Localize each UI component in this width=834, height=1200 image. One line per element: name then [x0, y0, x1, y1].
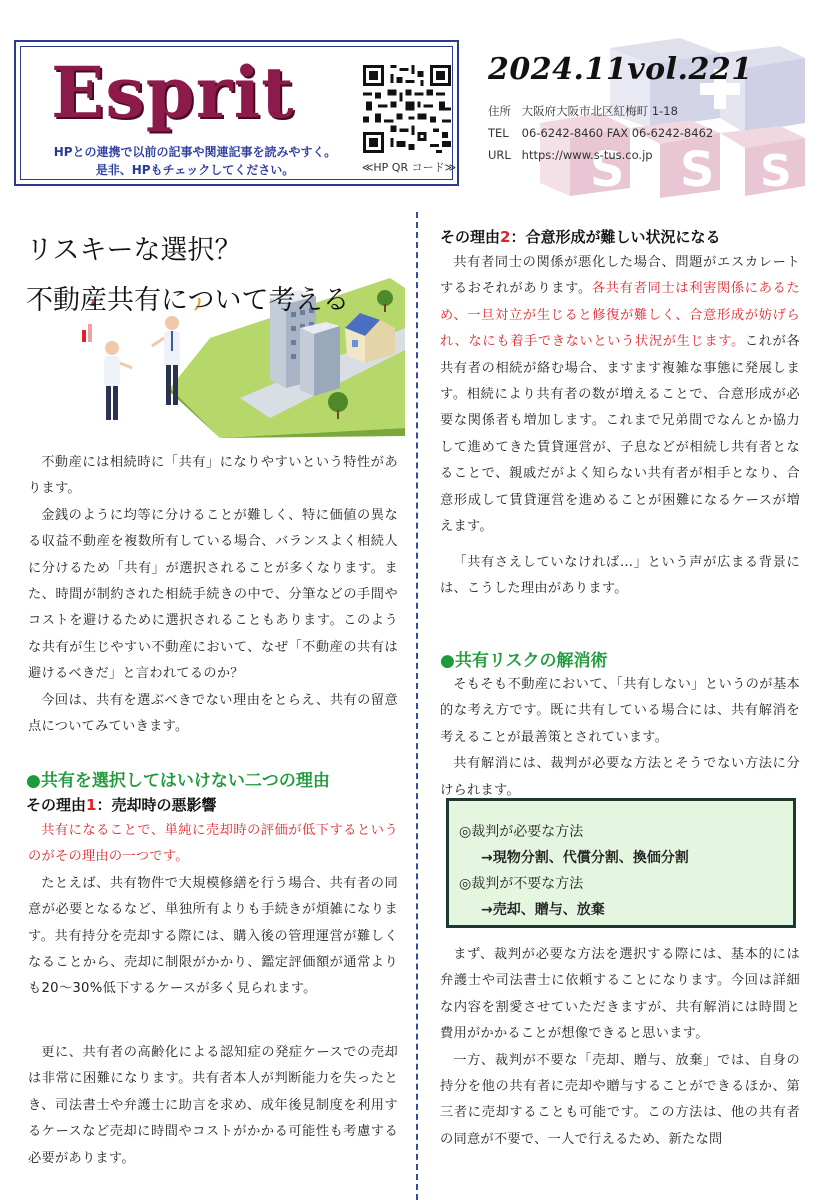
- svg-text:S: S: [760, 146, 792, 197]
- title-line-1: リスキーな選択？: [26, 235, 242, 266]
- reason-1-text: [28, 818, 398, 1003]
- issue-number: 2024.11vol.221: [488, 52, 753, 87]
- qr-code-icon[interactable]: [363, 65, 451, 153]
- solution-paragraph: そもそも不動産において、「共有しない」というのが基本的な考え方です。既に共有している場合には、共有解消を考えることが最善策とされています。: [440, 677, 800, 745]
- reason-2-body: 共有者同士の関係が悪化した場合、問題がエスカレートするおそれがあります。各共有者同士は利害関係にあるため、一旦対立が生じると修復が難しく、合意形成が妨げられ、なにも着手できないという状況が生じます。これが各共有者の相続が絡む場合、ますます複雑な事態に発展します。相続により共有者の数が増えることで、合意形成が必要な関係者も増加します。これまで兄弟間でなんとか協力して進めてきた賃貸運営が、子息などが相続し共有者となることで、親戚だがよく知らない共有者が相手となり、合意形成して賃貸運営を進めることが困難になるケースが増えます。: [440, 255, 800, 535]
- section-heading-reasons: ●共有を選択してはいけない二つの理由: [26, 771, 330, 791]
- method-court-items: →現物分割、代償分割、換価分割: [481, 850, 689, 866]
- intro-paragraph: 金銭のように均等に分けることが難しく、特に価値の異なる収益不動産を複数所有している場合、バランスよく相続人に分けるため「共有」が選択されることが多くなります。また、時間が制約された相続手続きの中で、分筆などの手間やコストを避けるために選択されることもあります。このような共有が生じやすい不動産において、なぜ「不動産の共有は避けるべきだ」と言われてるのか？: [28, 507, 398, 682]
- reason-2-quote: [440, 550, 800, 603]
- section-heading-solution: ●共有リスクの解消術: [440, 651, 608, 671]
- solution-text-2: [440, 942, 800, 1153]
- website-link[interactable]: https://www.s-tus.co.jp: [521, 148, 653, 162]
- intro-paragraph: 不動産には相続時に「共有」になりやすいという特性があります。: [28, 455, 398, 497]
- address-row: 住所 大阪府大阪市北区紅梅町 1-18: [488, 104, 678, 118]
- solution-paragraph: 共有解消には、裁判が必要な方法とそうでない方法に分けられます。: [440, 756, 800, 798]
- reason-1-emphasis: 共有になることで、単純に売却時の評価が低下するというのがその理由の一つです。: [28, 823, 398, 865]
- tel-row: TEL 06-6242-8460 FAX 06-6242-8462: [488, 126, 714, 140]
- qr-caption: ≪HP QR コード≫: [361, 161, 457, 174]
- reason-1-body-2: 更に、共有者の高齢化による認知症の発症ケースでの売却は非常に困難になります。共有者本人が判断能力を失ったとき、司法書士や弁護士に助言を求め、成年後見制度を利用するケースなど売却に時間やコストがかかる可能性も考慮する必要があります。: [28, 1045, 398, 1166]
- intro-paragraph: 今回は、共有を選ぶべきでない理由をとらえ、共有の留意点についてみていきます。: [28, 692, 398, 735]
- column-divider: [416, 212, 418, 1200]
- reason-2-text: [440, 250, 800, 540]
- methods-box: [446, 798, 796, 928]
- tagline-line-2: 是非、HPもチェックしてください。: [95, 163, 295, 177]
- reason-2-heading: その理由2：合意形成が難しい状況になる: [440, 228, 721, 246]
- svg-text:S: S: [590, 142, 625, 198]
- reason-2-emphasis: 各共有者同士は利害関係にあるため、一旦対立が生じると修復が難しく、合意形成が妨げられ、なにも着手できないという状況が生じます。: [440, 281, 800, 350]
- url-row: URL https://www.s-tus.co.jp: [488, 148, 653, 162]
- method-no-court-items: →売却、贈与、放棄: [481, 902, 605, 918]
- tagline-line-1: HPとの連携で以前の記事や関連記事を読みやすく。: [53, 145, 337, 159]
- masthead: [14, 40, 459, 186]
- contact-info: [488, 100, 713, 166]
- reason-1-text-2: [28, 1040, 398, 1172]
- intro-text: [28, 450, 398, 740]
- method-no-court-label: ◎裁判が不要な方法: [459, 876, 584, 892]
- method-court-label: ◎裁判が必要な方法: [459, 824, 584, 840]
- tagline: [35, 143, 355, 179]
- esprit-logo: Esprit: [51, 51, 295, 134]
- solution-text: [440, 672, 800, 804]
- quote-paragraph: 「共有さえしていなければ…」という声が広まる背景には、こうした理由があります。: [440, 555, 800, 597]
- article-title: [26, 226, 406, 326]
- reason-1-body: たとえば、共有物件で大規模修繕を行う場合、共有者の同意が必要となるなど、単独所有よりも手続きが煩雑になります。共有持分を売却する際には、購入後の管理運営が難しくなることから、売却に制限がかかり、鑑定評価額が通常よりも20～30%低下するケースが多く見られます。: [28, 875, 398, 997]
- title-line-2: 不動産共有について考える: [26, 285, 350, 316]
- reason-1-heading: その理由1：売却時の悪影響: [26, 796, 217, 814]
- solution-paragraph: 一方、裁判が不要な「売却、贈与、放棄」では、自身の持分を他の共有者に売却や贈与することができるほか、第三者に売却することも可能です。この方法は、他の共有者の同意が不要で、一人で行えるため、新たな問: [440, 1052, 800, 1147]
- solution-paragraph: まず、裁判が必要な方法を選択する際には、基本的には弁護士や司法書士に依頼することになります。今回は詳細な内容を割愛させていただきますが、共有解消には時間と費用がかかることが想像できると思います。: [440, 947, 800, 1042]
- svg-text:S: S: [680, 142, 715, 198]
